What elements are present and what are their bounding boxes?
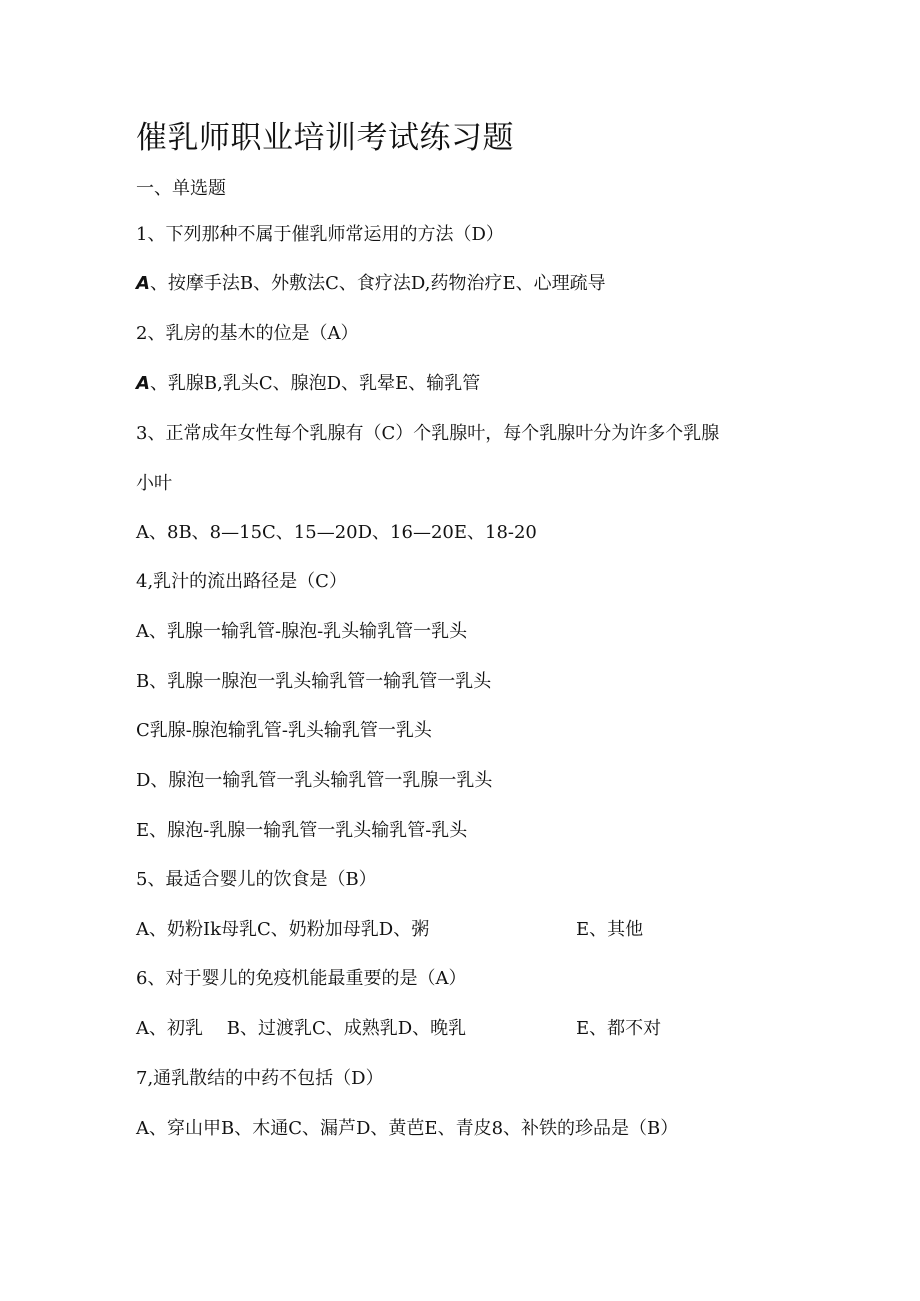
option-letter: A <box>136 373 150 394</box>
options-5-left: A、奶粉Ik母乳C、奶粉加母乳D、粥 <box>136 919 430 940</box>
options-2 <box>136 372 480 396</box>
option-4c: C乳腺-腺泡输乳管-乳头输乳管一乳头 <box>136 720 432 741</box>
question-6: 6、对于婴儿的免疫机能最重要的是（A） <box>136 968 467 989</box>
question-2: 2、乳房的基木的位是（A） <box>136 323 359 344</box>
options-5-right: E、其他 <box>576 919 644 940</box>
question-5: 5、最适合婴儿的饮食是（B） <box>136 869 377 890</box>
option-4e: E、腺泡-乳腺一输乳管一乳头输乳管-乳头 <box>136 820 468 841</box>
options-text: 、乳腺B,乳头C、腺泡D、乳晕E、输乳管 <box>149 373 481 394</box>
option-4d: D、腺泡一输乳管一乳头输乳管一乳腺一乳头 <box>136 770 493 791</box>
options-3: A、8B、8—15C、15—20D、16—20E、18-20 <box>136 522 537 543</box>
options-1 <box>136 272 606 296</box>
options-6-left: A、初乳 B、过渡乳C、成熟乳D、晚乳 <box>136 1018 467 1039</box>
question-4: 4,乳汁的流出路径是（C） <box>136 571 347 592</box>
options-7: A、穿山甲B、木通C、漏芦D、黄芭E、青皮8、补铁的珍品是（B） <box>136 1118 679 1139</box>
option-letter: A <box>136 273 150 294</box>
page-title: 催乳师职业培训考试练习题 <box>136 120 514 156</box>
question-1: 1、下列那种不属于催乳师常运用的方法（D） <box>136 224 504 245</box>
options-text: 、按摩手法B、外敷法C、食疗法D,药物治疗E、心理疏导 <box>149 273 606 294</box>
options-6-right: E、都不对 <box>576 1018 662 1039</box>
question-3-continued: 小叶 <box>136 473 172 494</box>
option-4a: A、乳腺一输乳管-腺泡-乳头输乳管一乳头 <box>136 621 468 642</box>
option-4b: B、乳腺一腺泡一乳头输乳管一输乳管一乳头 <box>136 671 492 692</box>
question-7: 7,通乳散结的中药不包括（D） <box>136 1068 384 1089</box>
question-3: 3、正常成年女性每个乳腺有（C）个乳腺叶，每个乳腺叶分为许多个乳腺 <box>136 423 720 444</box>
section-heading: 一、单选题 <box>136 178 226 199</box>
